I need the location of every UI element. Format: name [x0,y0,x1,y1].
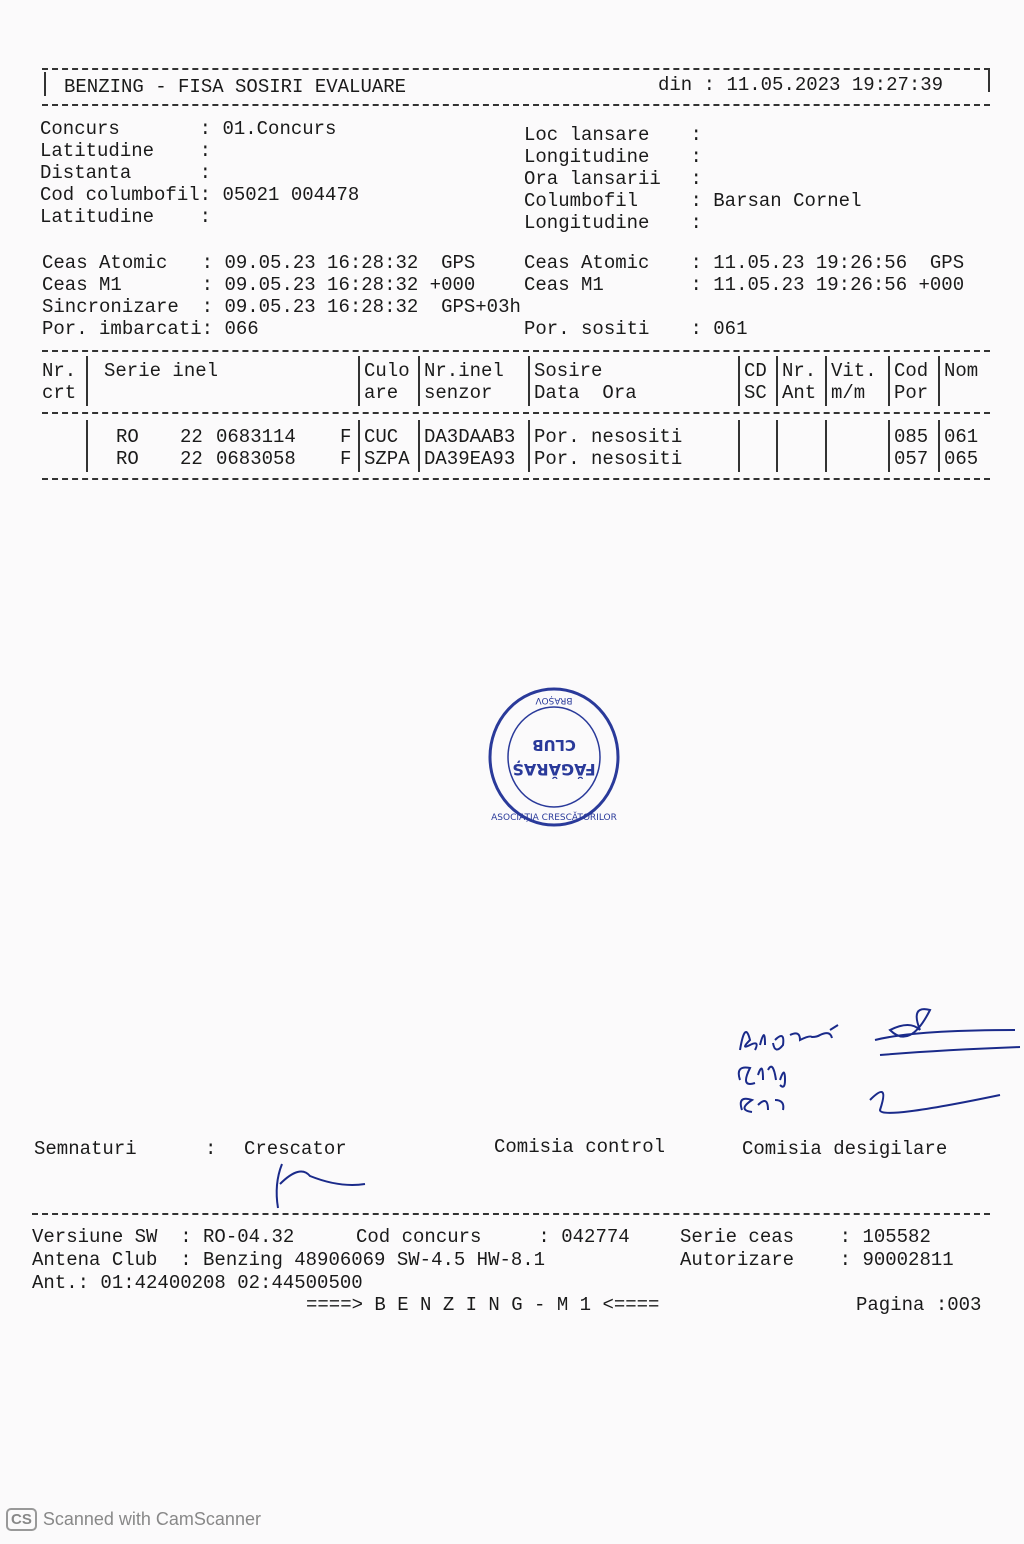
table-header-cell: Nr. [782,360,817,382]
table-cell-nom: 065 [944,448,979,470]
svg-text:BRAȘOV: BRAȘOV [535,695,573,705]
camscanner-watermark [6,1508,261,1531]
table-cell-senzor: DA39EA93 [424,448,516,470]
clock-left-atomic: Ceas Atomic : 09.05.23 16:28:32 GPS [42,252,476,274]
table-column-divider [418,356,420,406]
table-rule [42,412,990,414]
clock-left-m1: Ceas M1 : 09.05.23 16:28:32 +000 [42,274,476,296]
table-cell-serie: 0683058 [216,448,296,470]
table-cell-nom: 061 [944,426,979,448]
field-ora-lansarii: Ora lansarii : [524,168,714,190]
header-border [988,68,990,92]
left-fields [40,118,359,228]
field-loc-lansare: Loc lansare : [524,124,714,146]
table-column-divider [418,420,420,472]
camscanner-logo-icon: CS [6,1508,37,1531]
table-column-divider [528,356,530,406]
table-column-divider [825,420,827,472]
field-columbofil: Columbofil : Barsan Cornel [524,190,862,212]
club-stamp [484,684,624,830]
header-top-rule [42,68,990,70]
footer-cod-concurs: Cod concurs : 042774 [356,1226,630,1248]
table-header-cell: SC [744,382,767,404]
table-header-cell: m/m [831,382,866,404]
footer-ant: Ant.: 01:42400208 02:44500500 [32,1272,363,1294]
table-header-cell: Serie inel [104,360,219,382]
table-cell-culoare: SZPA [364,448,410,470]
table-header-cell: Cod [894,360,929,382]
svg-text:ASOCIAȚIA CRESCĂTORILOR: ASOCIAȚIA CRESCĂTORILOR [491,813,617,823]
table-header-cell: Ant [782,382,817,404]
page-number: Pagina :003 [856,1294,982,1316]
header-border [44,72,46,96]
table-header-cell: are [364,382,399,404]
table-cell-cod: 085 [894,426,929,448]
table-header-cell: Sosire [534,360,603,382]
print-date: din : 11.05.2023 19:27:39 [658,74,944,96]
table-cell-culoare: CUC [364,426,399,448]
table-header-cell: senzor [424,382,493,404]
table-rule [42,478,990,480]
table-cell-serie: 0683114 [216,426,296,448]
table-header-cell: Nom [944,360,979,382]
table-header-cell: Por [894,382,929,404]
table-cell-sosire: Por. nesositi [534,448,683,470]
table-header-cell: Nr.inel [424,360,504,382]
table-cell-an: 22 [180,448,203,470]
field-distanta: Distanta : [40,162,223,184]
table-column-divider [776,420,778,472]
table-cell-an: 22 [180,426,203,448]
field-cod-columbofil: Cod columbofil: 05021 004478 [40,184,360,206]
footer-rule [32,1213,990,1215]
table-cell-sosire: Por. nesositi [534,426,683,448]
table-header-cell: CD [744,360,767,382]
signature-crescator-label: Crescator [244,1138,347,1160]
clock-left-imbarcati: Por. imbarcati: 066 [42,318,259,340]
field-latitudine: Latitudine : [40,140,223,162]
clock-right-sositi: Por. sositi : 061 [524,318,748,340]
field-latitudine-2: Latitudine : [40,206,223,228]
footer-versiune: Versiune SW : RO-04.32 [32,1226,295,1248]
table-column-divider [888,420,890,472]
right-fields [524,124,862,234]
handwritten-signatures [730,1000,1024,1130]
svg-text:FĂGĂRAȘ: FĂGĂRAȘ [512,760,596,779]
table-column-divider [528,420,530,472]
clock-right-atomic: Ceas Atomic : 11.05.23 19:26:56 GPS [524,252,965,274]
signatures-label: Semnaturi : [34,1138,217,1160]
table-column-divider [938,420,940,472]
header-bottom-rule [42,104,990,106]
table-column-divider [938,356,940,406]
table-column-divider [738,420,740,472]
table-cell-sex: F [340,448,352,470]
footer-autorizare: Autorizare : 90002811 [680,1249,954,1271]
table-column-divider [86,420,88,472]
clock-left-sync: Sincronizare : 09.05.23 16:28:32 GPS+03h [42,296,521,318]
table-header-cell: Nr. [42,360,77,382]
table-cell-sex: F [340,426,352,448]
field-longitudine-2: Longitudine : [524,212,714,234]
footer-banner: ====> B E N Z I N G - M 1 <==== [306,1294,660,1316]
table-header-cell: Vit. [831,360,877,382]
table-column-divider [738,356,740,406]
table-header-cell: Data Ora [534,382,637,404]
table-column-divider [358,420,360,472]
table-column-divider [825,356,827,406]
camscanner-text: Scanned with CamScanner [42,1509,261,1529]
table-header-cell: Culo [364,360,410,382]
table-column-divider [888,356,890,406]
footer-antena: Antena Club : Benzing 48906069 SW-4.5 HW-8.1 [32,1249,546,1271]
table-column-divider [358,356,360,406]
field-concurs: Concurs : 01.Concurs [40,118,337,140]
table-cell-tara: RO [116,426,139,448]
document-title: BENZING - FISA SOSIRI EVALUARE [64,76,407,98]
crescator-signature [260,1162,380,1212]
signature-comisia-desigilare-label: Comisia desigilare [742,1138,948,1160]
svg-text:CLUB: CLUB [532,736,576,754]
table-rule [42,350,990,352]
table-column-divider [776,356,778,406]
table-header-cell: crt [42,382,77,404]
signature-comisia-control-label: Comisia control [494,1136,666,1158]
footer-serie-ceas: Serie ceas : 105582 [680,1226,931,1248]
table-cell-tara: RO [116,448,139,470]
clock-right-m1: Ceas M1 : 11.05.23 19:26:56 +000 [524,274,965,296]
table-cell-senzor: DA3DAAB3 [424,426,516,448]
table-cell-cod: 057 [894,448,929,470]
table-column-divider [86,356,88,406]
field-longitudine: Longitudine : [524,146,714,168]
